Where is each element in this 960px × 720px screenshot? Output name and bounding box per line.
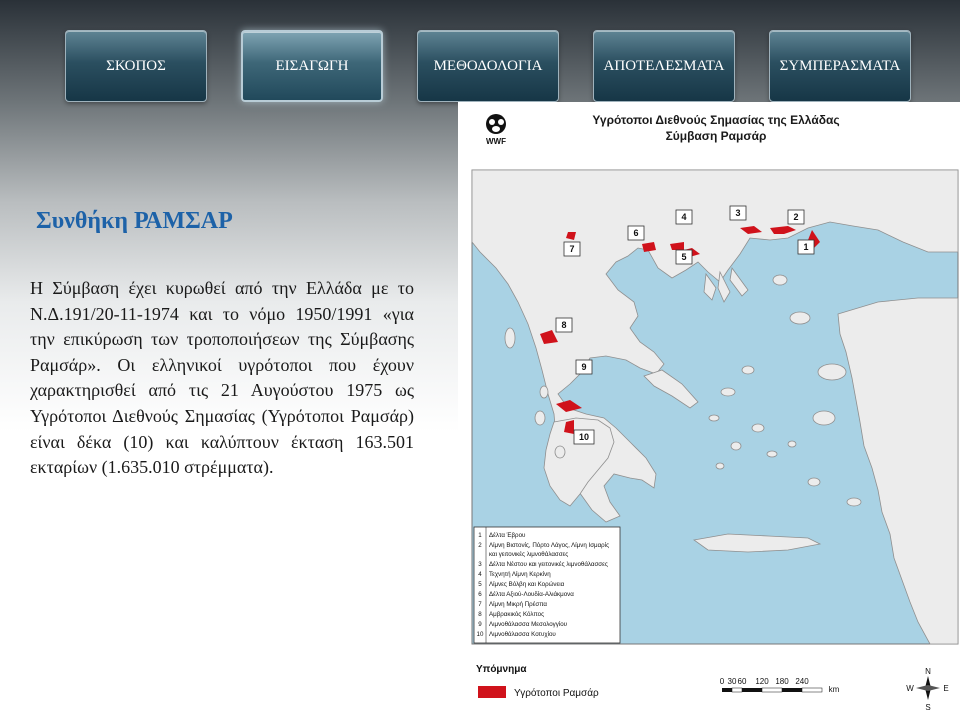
top-navigation bbox=[65, 30, 911, 102]
scale-tick-0: 0 bbox=[719, 677, 725, 686]
svg-text:10: 10 bbox=[476, 631, 484, 638]
svg-text:1: 1 bbox=[803, 242, 809, 252]
scale-bar bbox=[720, 677, 840, 694]
marker-3 bbox=[730, 206, 746, 220]
marker-1 bbox=[798, 240, 814, 254]
svg-text:7: 7 bbox=[478, 601, 482, 608]
legend-item-label: Υγρότοποι Ραμσάρ bbox=[514, 688, 599, 699]
svg-text:10: 10 bbox=[578, 432, 590, 442]
compass-s: S bbox=[925, 703, 931, 712]
svg-text:Τεχνητή Λίμνη Κερκίνη: Τεχνητή Λίμνη Κερκίνη bbox=[489, 571, 551, 578]
slide-body-text: Η Σύμβαση έχει κυρωθεί από την Ελλάδα με το Ν.Δ.191/20-11-1974 και το νόμο 1950/1991 «για την επικύρωση των τροποποιήσεων της Σύμβασης Ραμσάρ». Οι ελληνικοί υγρότοποι που έχουν χαρακτηρισθεί από τις 21 Αυγούστου 1975 ως Υγρότοποι Διεθνούς Σημασίας (Υγρότοποι Ραμσάρ) είναι δέκα (10) και καλύπτουν έκταση 163.501 εκταρίων (1.635.010 στρέμματα). bbox=[30, 278, 414, 478]
svg-text:2: 2 bbox=[478, 542, 482, 549]
ramsar-wetlands-map bbox=[458, 102, 960, 720]
map-title-line1: Υγρότοποι Διεθνούς Σημασίας της Ελλάδας bbox=[592, 113, 840, 127]
legend-title: Υπόμνημα bbox=[476, 664, 527, 675]
svg-text:Δέλτα Νέστου και γειτονικές λι: Δέλτα Νέστου και γειτονικές λιμνοθάλασσες bbox=[489, 561, 608, 568]
map-graphic bbox=[458, 102, 960, 720]
scale-tick-60: 60 bbox=[737, 677, 747, 686]
marker-6 bbox=[628, 226, 644, 240]
svg-text:6: 6 bbox=[633, 228, 639, 238]
svg-text:4: 4 bbox=[681, 212, 687, 222]
compass-rose-icon bbox=[906, 667, 948, 712]
compass-n: N bbox=[925, 667, 931, 676]
scale-tick-240: 240 bbox=[795, 677, 809, 686]
svg-text:8: 8 bbox=[478, 611, 482, 618]
marker-4 bbox=[676, 210, 692, 224]
scale-tick-180: 180 bbox=[775, 677, 789, 686]
svg-text:8: 8 bbox=[561, 320, 567, 330]
svg-text:3: 3 bbox=[478, 561, 482, 568]
nav-eisagogi-button[interactable]: ΕΙΣΑΓΩΓΗ bbox=[241, 30, 383, 102]
wetland-list-box bbox=[474, 527, 620, 643]
svg-text:2: 2 bbox=[793, 212, 799, 222]
slide-title: Συνθήκη ΡΑΜΣΑΡ bbox=[36, 208, 233, 234]
scale-tick-30: 30 bbox=[727, 677, 737, 686]
svg-text:3: 3 bbox=[735, 208, 741, 218]
svg-text:Λίμνη Βιστονίς, Πόρτο Λάγος, Λ: Λίμνη Βιστονίς, Πόρτο Λάγος, Λίμνη Ισμαρίς bbox=[489, 542, 610, 549]
wwf-logo-text: WWF bbox=[486, 137, 506, 146]
svg-text:5: 5 bbox=[681, 252, 687, 262]
svg-text:5: 5 bbox=[478, 581, 482, 588]
compass-e: E bbox=[943, 684, 949, 693]
legend-swatch bbox=[478, 686, 506, 698]
wwf-logo bbox=[486, 114, 506, 146]
nav-skopos-button[interactable]: ΣΚΟΠΟΣ bbox=[65, 30, 207, 102]
scale-unit: km bbox=[828, 685, 840, 694]
svg-text:Λίμνες Βόλβη και Κορώνεια: Λίμνες Βόλβη και Κορώνεια bbox=[489, 581, 565, 588]
svg-text:9: 9 bbox=[581, 362, 587, 372]
marker-7 bbox=[564, 242, 580, 256]
compass-w: W bbox=[906, 684, 914, 693]
svg-text:6: 6 bbox=[478, 591, 482, 598]
marker-2 bbox=[788, 210, 804, 224]
svg-text:και γειτονικές λιμνοθάλασσες: και γειτονικές λιμνοθάλασσες bbox=[489, 551, 569, 558]
svg-text:Δέλτα Αξιού-Λουδία-Αλιάκμονα: Δέλτα Αξιού-Λουδία-Αλιάκμονα bbox=[489, 591, 574, 598]
svg-text:Δέλτα Έβρου: Δέλτα Έβρου bbox=[489, 532, 526, 539]
marker-5 bbox=[676, 250, 692, 264]
marker-10 bbox=[574, 430, 594, 444]
svg-text:7: 7 bbox=[569, 244, 575, 254]
nav-methodologia-button[interactable]: ΜΕΘΟΔΟΛΟΓΙΑ bbox=[417, 30, 559, 102]
svg-text:Λιμνοθάλασσα Μεσολογγίου: Λιμνοθάλασσα Μεσολογγίου bbox=[489, 621, 568, 628]
nav-apotelesmata-button[interactable]: ΑΠΟΤΕΛΕΣΜΑΤΑ bbox=[593, 30, 735, 102]
svg-text:Λιμνοθάλασσα Κοτυχίου: Λιμνοθάλασσα Κοτυχίου bbox=[489, 631, 556, 638]
marker-9 bbox=[576, 360, 592, 374]
nav-symperasmata-button[interactable]: ΣΥΜΠΕΡΑΣΜΑΤΑ bbox=[769, 30, 911, 102]
scale-tick-120: 120 bbox=[755, 677, 769, 686]
svg-text:1: 1 bbox=[478, 532, 482, 539]
marker-8 bbox=[556, 318, 572, 332]
svg-text:9: 9 bbox=[478, 621, 482, 628]
svg-text:Λίμνη Μικρή Πρέσπα: Λίμνη Μικρή Πρέσπα bbox=[489, 601, 547, 608]
svg-text:4: 4 bbox=[478, 571, 482, 578]
map-title-line2: Σύμβαση Ραμσάρ bbox=[665, 129, 767, 143]
svg-text:Αμβρακικός Κόλπος: Αμβρακικός Κόλπος bbox=[489, 611, 545, 618]
